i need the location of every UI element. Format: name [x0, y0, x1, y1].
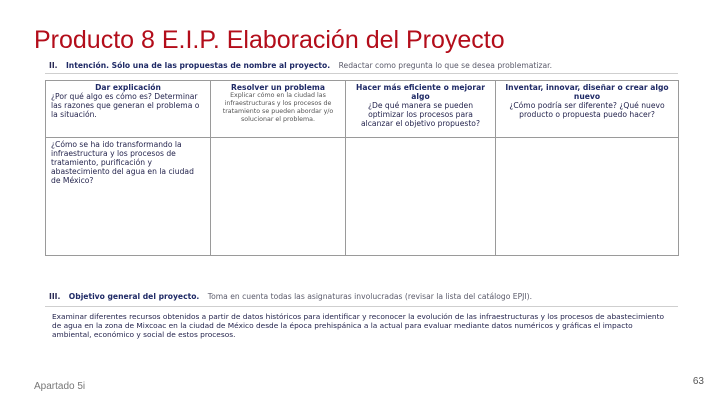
- divider: [45, 306, 678, 307]
- section-number: III.: [49, 292, 61, 301]
- column-description: ¿De qué manera se pueden optimizar los procesos para alcanzar el objetivo propuesto?: [360, 101, 480, 128]
- column-description: Explicar cómo en la ciudad las infraestructuras y los procesos de tratamiento se pueden abordar y/o solucionar el problema.: [222, 92, 334, 123]
- intencion-table: [45, 80, 679, 256]
- column-header-mejorar: [346, 81, 496, 138]
- footer-label: Apartado 5i: [34, 381, 86, 392]
- section-number: II.: [49, 61, 58, 70]
- answer-cell[interactable]: [346, 138, 496, 256]
- column-description: ¿Por qué algo es cómo es? Determinar las razones que generan el problema o la situación.: [51, 92, 200, 119]
- intencion-heading: [49, 61, 552, 70]
- section-label: Intención. Sólo una de las propuestas de nombre al proyecto.: [65, 61, 331, 70]
- objetivo-heading: [49, 292, 532, 301]
- column-header-innovar: [496, 81, 679, 138]
- column-title: Dar explicación: [95, 83, 161, 92]
- answer-cell[interactable]: [496, 138, 679, 256]
- objetivo-text: Examinar diferentes recursos obtenidos a partir de datos históricos para identificar y reconocer la evolución de las infraestructuras y los procesos de abastecimiento de agua en la zona de Mixcoac en la ciudad de México desde la época prehispánica a la actual para evaluar mediante datos numéricos y gráficas el impacto ambiental, económico y social de estos procesos.: [52, 312, 664, 339]
- column-header-resolver: [211, 81, 346, 138]
- answer-cell[interactable]: [211, 138, 346, 256]
- slide-title: Producto 8 E.I.P. Elaboración del Proyecto: [34, 26, 505, 54]
- column-title: Hacer más eficiente o mejorar algo: [356, 83, 485, 101]
- column-description: ¿Cómo podría ser diferente? ¿Qué nuevo producto o propuesta puedo hacer?: [509, 101, 665, 119]
- table-answer-row: [46, 138, 679, 256]
- answer-cell[interactable]: [46, 138, 211, 256]
- divider: [45, 73, 678, 74]
- answer-text: ¿Cómo se ha ido transformando la infraestructura y los procesos de tratamiento, purificación y abastecimiento del agua en la ciudad de México?: [51, 140, 194, 185]
- table-header-row: [46, 81, 679, 138]
- page-number: 63: [692, 376, 704, 387]
- column-header-explicacion: [46, 81, 211, 138]
- section-instruction: Toma en cuenta todas las asignaturas involucradas (revisar la lista del catálogo EPJI).: [207, 292, 533, 301]
- column-title: Resolver un problema: [231, 83, 325, 92]
- section-label: Objetivo general del proyecto.: [68, 292, 200, 301]
- column-title: Inventar, innovar, diseñar o crear algo nuevo: [505, 83, 669, 101]
- section-instruction: Redactar como pregunta lo que se desea problematizar.: [338, 61, 552, 70]
